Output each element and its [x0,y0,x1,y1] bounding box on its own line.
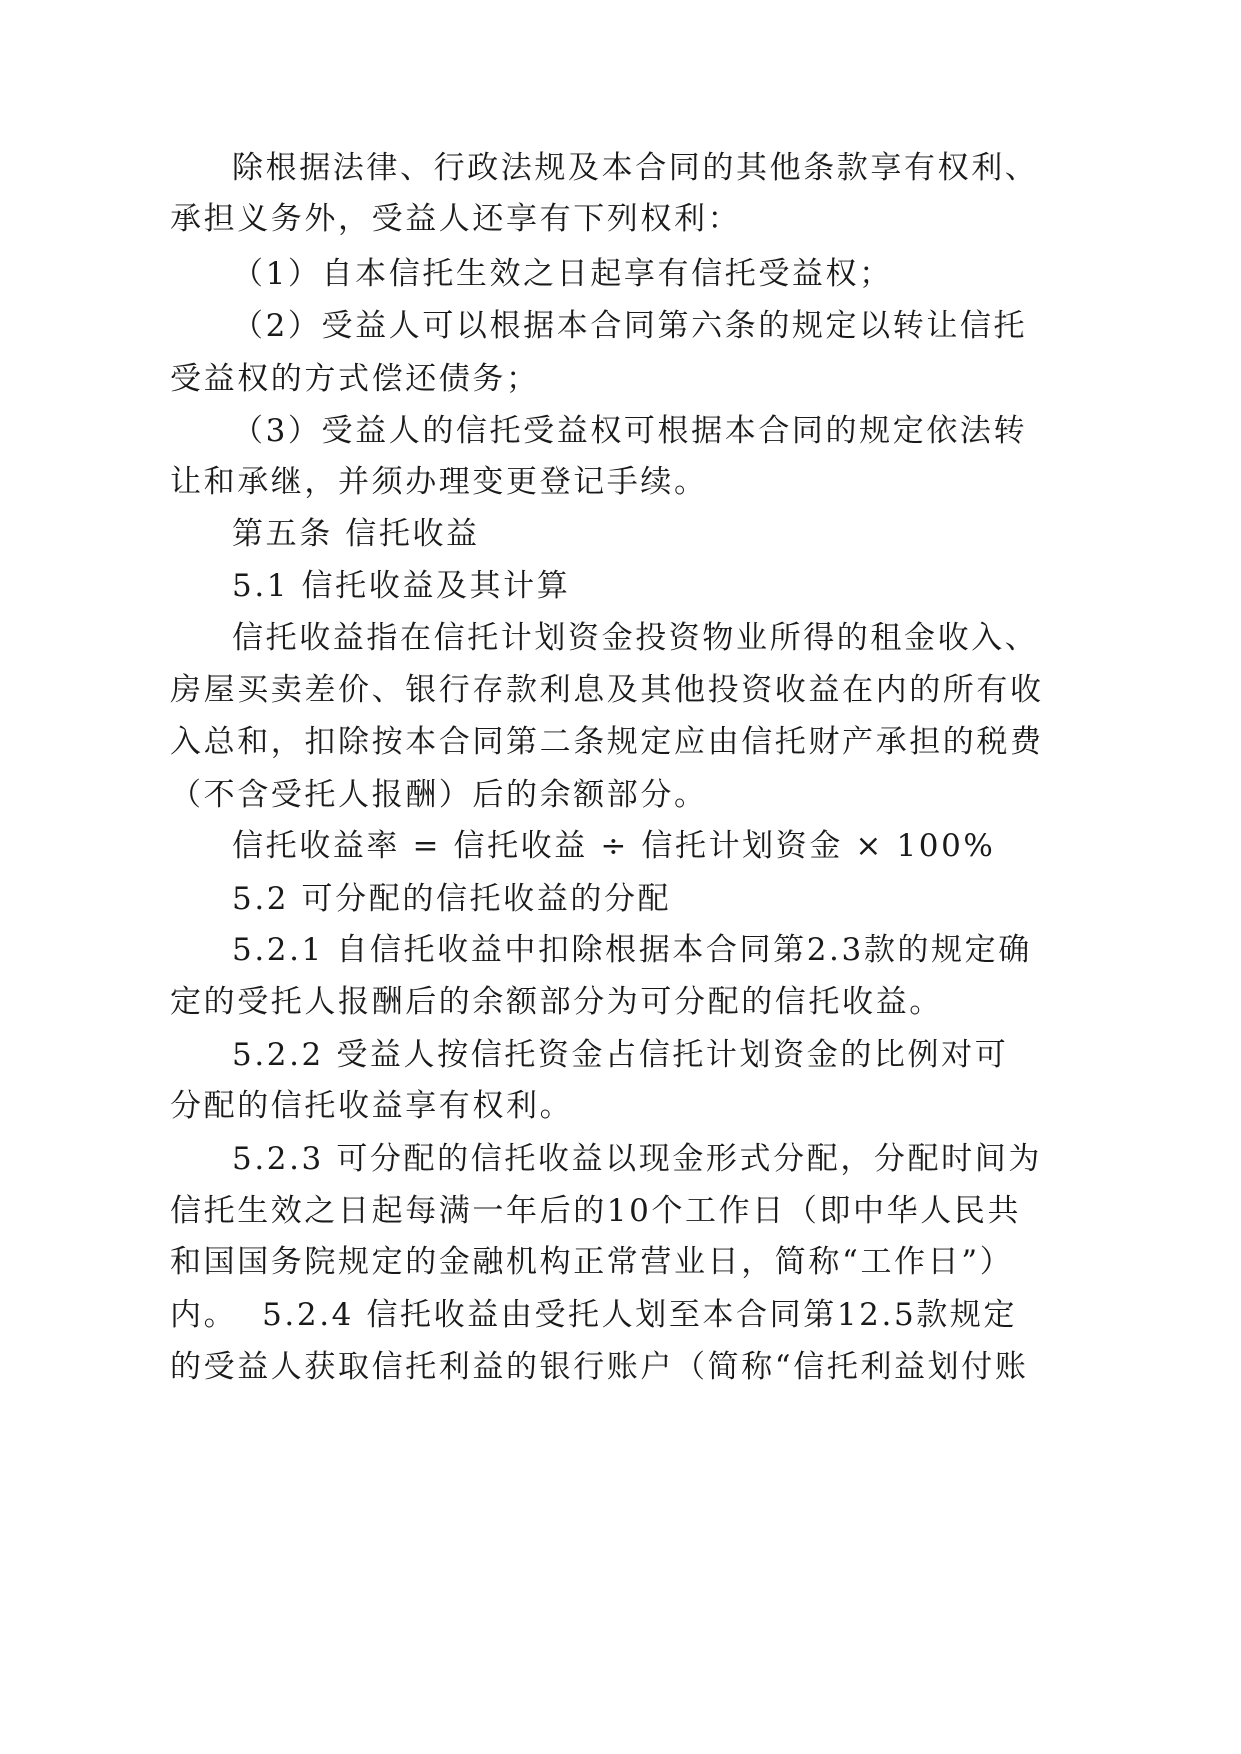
text-line: 的受益人获取信托利益的银行账户（简称“信托利益划付账 [170,1349,1029,1385]
text-line: （3）受益人的信托受益权可根据本合同的规定依法转 [232,413,1028,449]
text-line: （1）自本信托生效之日起享有信托受益权； [232,256,893,292]
text-line: 定的受托人报酬后的余额部分为可分配的信托收益。 [170,984,943,1020]
text-line: 5.2.1 自信托收益中扣除根据本合同第2.3款的规定确 [232,932,1032,968]
subsection-heading: 5.1 信托收益及其计算 [232,568,571,604]
text-line: （2）受益人可以根据本合同第六条的规定以转让信托 [232,308,1028,344]
text-line: 承担义务外，受益人还享有下列权利： [170,201,742,237]
text-line: 和国国务院规定的金融机构正常营业日，简称“工作日”） [170,1244,1014,1280]
text-line: 让和承继，并须办理变更登记手续。 [170,464,708,500]
text-line: 除根据法律、行政法规及本合同的其他条款享有权利、 [232,150,1039,186]
text-line: 信托生效之日起每满一年后的10个工作日（即中华人民共 [170,1193,1022,1229]
text-line: 入总和，扣除按本合同第二条规定应由信托财产承担的税费 [170,724,1044,760]
formula-line: 信托收益率 = 信托收益 ÷ 信托计划资金 × 100% [232,828,996,864]
text-line: 受益权的方式偿还债务； [170,361,540,397]
section-heading: 第五条 信托收益 [232,516,480,552]
text-line: 房屋买卖差价、银行存款利息及其他投资收益在内的所有收 [170,672,1044,708]
text-line: 5.2.2 受益人按信托资金占信托计划资金的比例对可 [232,1037,1009,1073]
text-line: 信托收益指在信托计划资金投资物业所得的租金收入、 [232,620,1039,656]
subsection-heading: 5.2 可分配的信托收益的分配 [232,881,672,917]
text-line: （不含受托人报酬）后的余额部分。 [170,777,708,813]
text-line: 分配的信托收益享有权利。 [170,1088,574,1124]
text-line: 5.2.3 可分配的信托收益以现金形式分配，分配时间为 [232,1141,1042,1177]
text-line: 内。 5.2.4 信托收益由受托人划至本合同第12.5款规定 [170,1297,1018,1333]
